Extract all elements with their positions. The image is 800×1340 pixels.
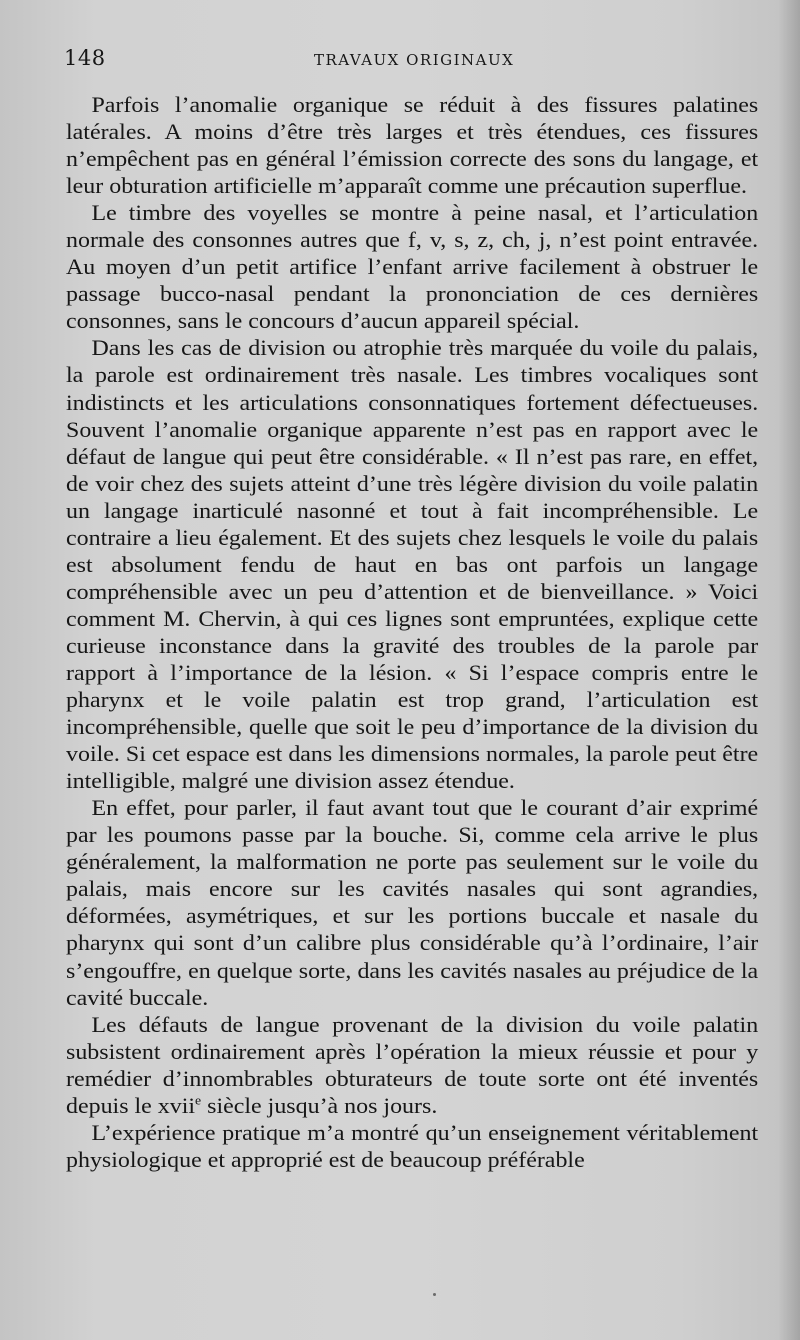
- page-header: [64, 46, 754, 74]
- paragraph-timbre: Le timbre des voyelles se montre à peine nasal, et l’articulation normale des consonnes autres que f, v, s, z, ch, j, n’est point entravée. Au moyen d’un petit artifice l’enfant arrive facilement à obstruer le passage bucco-nasal pendant la prononciation de ces dernières consonnes, sans le concours d’aucun appareil spécial.: [66, 200, 759, 334]
- century-numeral: xvii: [157, 1092, 196, 1118]
- paragraph-defauts-end: siècle jusqu’à nos jours.: [201, 1092, 438, 1118]
- ink-speck: [433, 1293, 436, 1296]
- paragraph-defauts-text: Les défauts de langue provenant de la division du voile palatin subsistent ordinairement après l’opération la mieux réussie et pour y remédier d’innombrables obturateurs de toute sorte ont été inventés depuis le: [66, 1011, 759, 1118]
- century-superscript: e: [195, 1092, 202, 1108]
- running-head: TRAVAUX ORIGINAUX: [314, 51, 515, 69]
- paragraph-experience: L’expérience pratique m’a montré qu’un enseignement véritablement physiologique et approprié est de beaucoup préférable: [66, 1119, 759, 1172]
- paragraph-defauts: [66, 1011, 758, 1119]
- paragraph-division: Dans les cas de division ou atrophie très marquée du voile du palais, la parole est ordinairement très nasale. Les timbres vocaliques sont indistincts et les articulations consonnatiques fortement défectueuses. Souvent l’anomalie organique apparente n’est pas en rapport avec le défaut de langue qui peut être considérable. « Il n’est pas rare, en effet, de voir chez des sujets atteint d’une très légère division du voile palatin un langage inarticulé nasonné et tout à fait incompréhensible. Le contraire a lieu également. Et des sujets chez lesquels le voile du palais est absolument fendu de haut en bas ont parfois un langage compréhensible avec un peu d’attention et de bienveillance. » Voici comment M. Chervin, à qui ces lignes sont empruntées, explique cette curieuse inconstance dans la gravité des troubles de la parole par rapport à l’importance de la lésion. « Si l’espace compris entre le pharynx et le voile palatin est trop grand, l’articulation est incompréhensible, quelle que soit le peu d’importance de la division du voile. Si cet espace est dans les dimensions normales, la parole peut être intelligible, malgré une division assez étendue.: [66, 335, 759, 794]
- page-number: 148: [64, 46, 106, 70]
- paragraph-fissures: Parfois l’anomalie organique se réduit à des fissures palatines latérales. A moins d’être très larges et très étendues, ces fissures n’empêchent pas en général l’émission correcte des sons du langage, et leur obturation artificielle m’apparaît comme une précaution superflue.: [66, 92, 759, 199]
- body-text: [66, 91, 758, 1173]
- paragraph-en-effet: En effet, pour parler, il faut avant tout que le courant d’air exprimé par les poumons passe par la bouche. Si, comme cela arrive le plus généralement, la malformation ne porte pas seulement sur le voile du palais, mais encore sur les cavités nasales qui sont agrandies, déformées, asymétriques, et sur les portions buccale et nasale du pharynx qui sont d’un calibre plus considérable qu’à l’ordinaire, l’air s’engouffre, en quelque sorte, dans les cavités nasales au préjudice de la cavité buccale.: [66, 795, 759, 1010]
